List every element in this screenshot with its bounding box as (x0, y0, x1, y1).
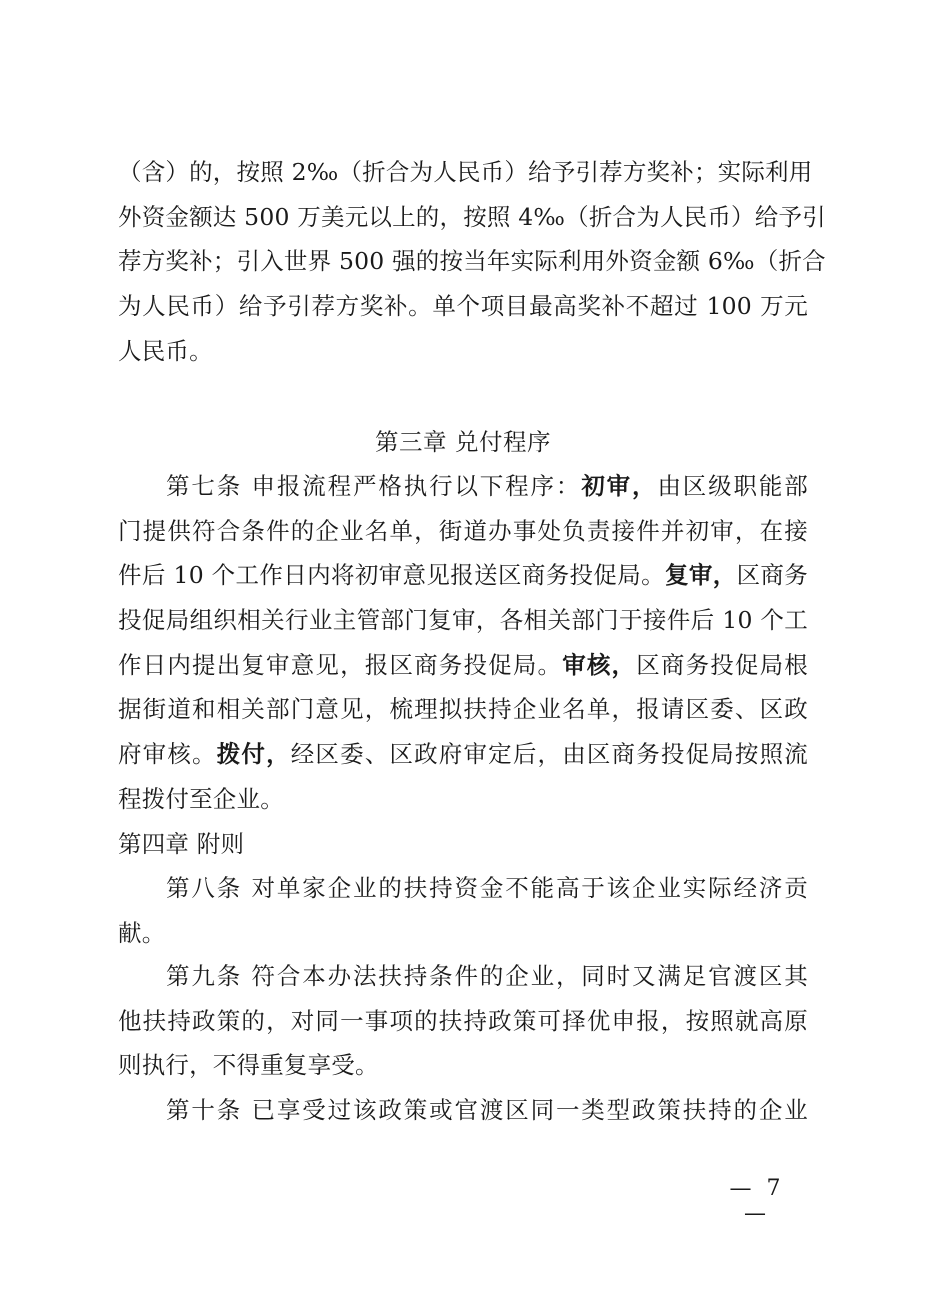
text-line (118, 464, 808, 509)
article-7-line1-pre: 第七条 申报流程严格执行以下程序： (166, 472, 582, 500)
text-line: 第九条 符合本办法扶持条件的企业，同时又满足官渡区其 (166, 962, 808, 990)
text-line: 荐方奖补；引入世界 500 强的按当年实际利用外资金额 6‰（折合 (118, 247, 826, 276)
text-line: 为人民币）给予引荐方奖补。单个项目最高奖补不超过 100 万元 (118, 292, 808, 321)
text-line: 门提供符合条件的企业名单，街道办事处负责接件并初审，在接 (118, 516, 808, 545)
text-line: 第八条 对单家企业的扶持资金不能高于该企业实际经济贡 (166, 874, 808, 902)
article-9 (118, 954, 808, 1088)
text-line: 他扶持政策的，对同一事项的扶持政策可择优申报，按照就高原 (118, 1006, 808, 1035)
step-initial-review: 初审， (581, 472, 658, 500)
article-10 (118, 1088, 808, 1133)
text-line: 献。 (118, 918, 166, 947)
text-line: 第十条 已享受过该政策或官渡区同一类型政策扶持的企业 (166, 1096, 808, 1124)
text-line (118, 553, 808, 598)
article-7-line1-post: 由区级职能部 (657, 472, 809, 500)
article-7-line5-post: 区商务投促局根 (636, 650, 808, 679)
article-7-line3-pre: 件后 10 个工作日内将初审意见报送区商务投促局。 (118, 561, 665, 590)
page-number: — 7 — (729, 1176, 785, 1226)
paragraph-top (118, 150, 826, 373)
article-7 (118, 464, 808, 822)
article-7-line3-post: 区商务 (736, 561, 808, 590)
text-line: 人民币。 (118, 336, 213, 365)
step-disbursement: 拨付， (216, 740, 291, 769)
text-line: 据街道和相关部门意见，梳理拟扶持企业名单，报请区委、区政 (118, 695, 808, 724)
text-line: （含）的，按照 2‰（折合为人民币）给予引荐方奖补；实际利用 (118, 158, 813, 186)
step-audit: 审核， (562, 650, 637, 679)
article-7-line7-post: 经区委、区政府审定后，由区商务投促局按照流 (290, 740, 808, 769)
article-8 (118, 866, 808, 955)
chapter-4-block (118, 822, 808, 867)
article-7-line5-pre: 作日内提出复审意见，报区商务投促局。 (118, 650, 563, 679)
text-line: 程拨付至企业。 (118, 784, 284, 813)
article-7-line7-pre: 府审核。 (118, 740, 217, 769)
text-line (118, 732, 808, 777)
text-line (118, 643, 808, 688)
chapter-3-title: 第三章 兑付程序 (375, 428, 551, 456)
text-line: 则执行，不得重复享受。 (118, 1051, 379, 1080)
step-re-review: 复审， (665, 561, 737, 590)
text-line: 外资金额达 500 万美元以上的，按照 4‰（折合为人民币）给予引 (118, 202, 826, 231)
chapter-4-title: 第四章 附则 (118, 830, 245, 858)
text-line: 投促局组织相关行业主管部门复审，各相关部门于接件后 10 个工 (118, 606, 808, 635)
